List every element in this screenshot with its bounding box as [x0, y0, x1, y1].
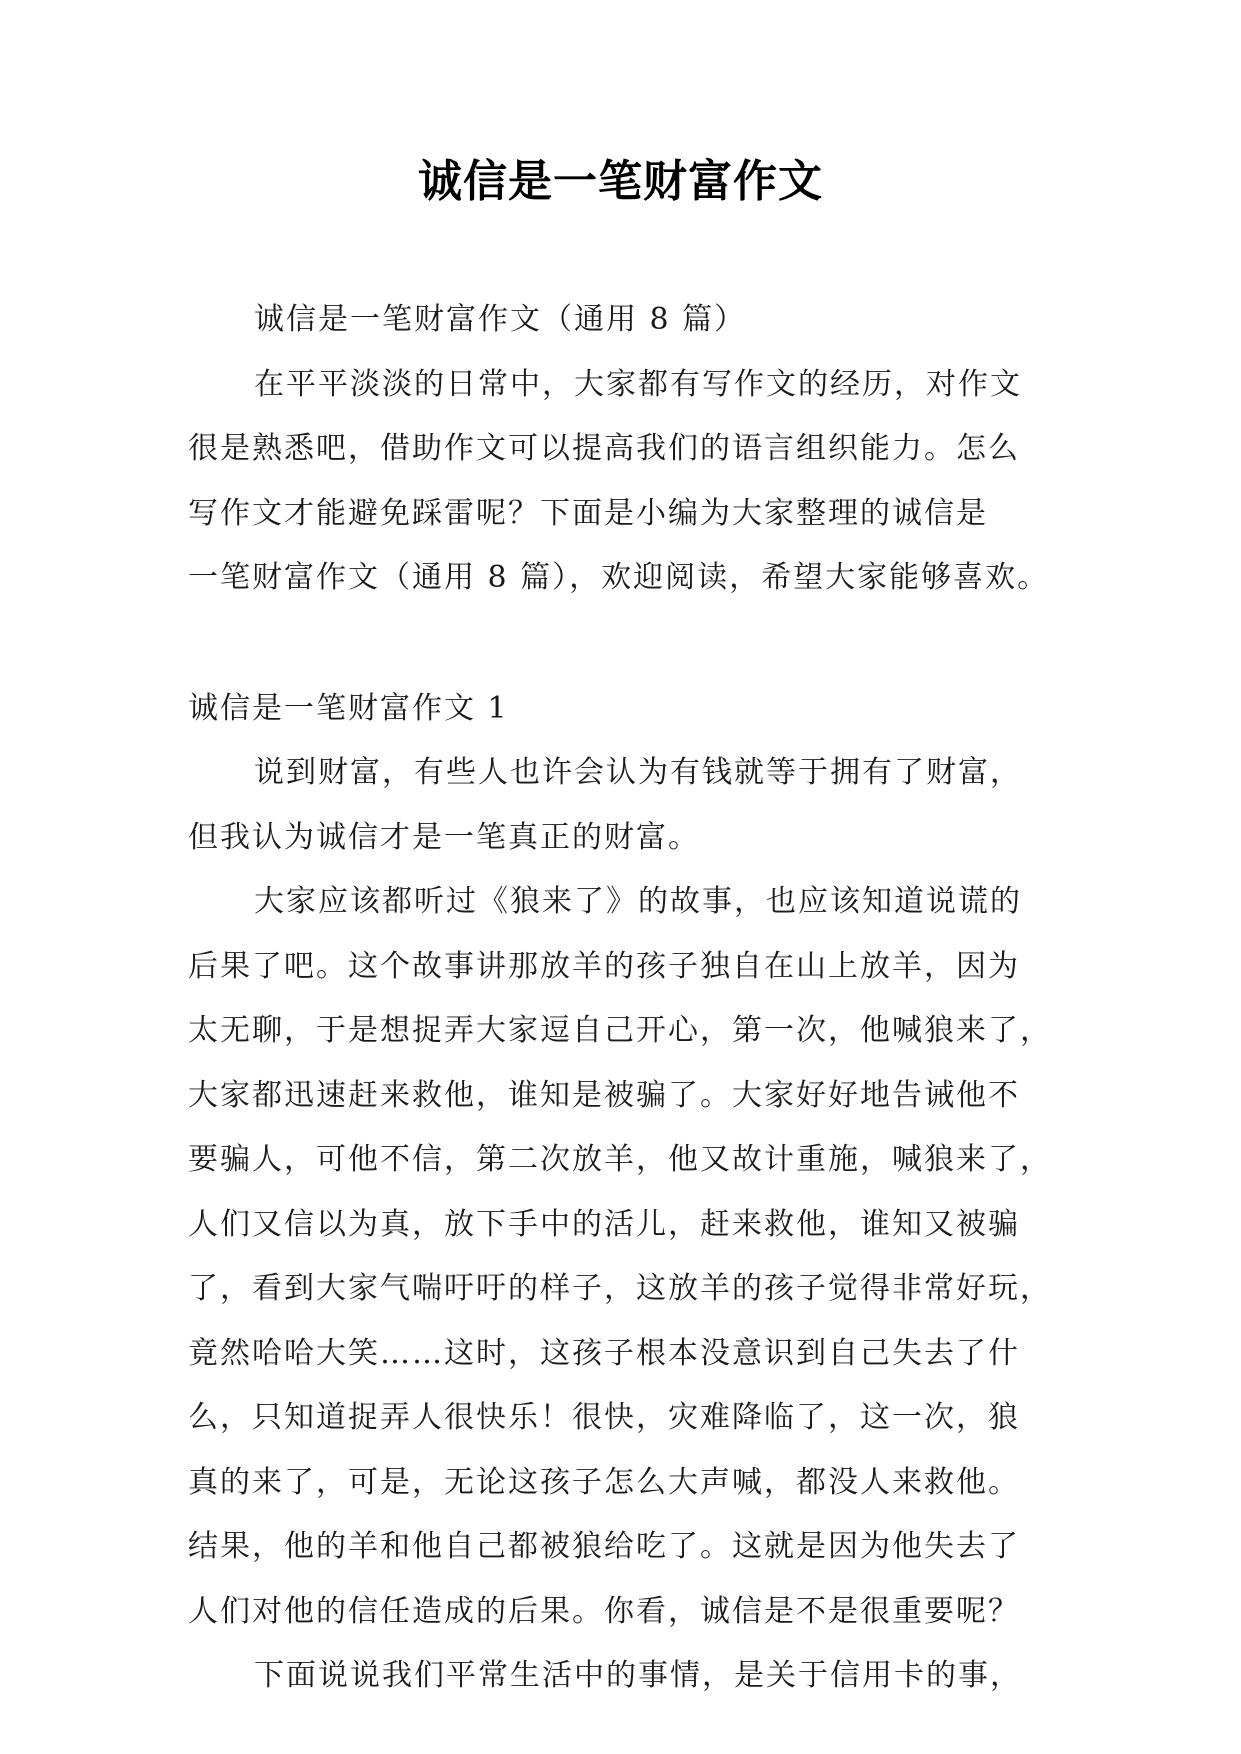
paragraph-line: 下面说说我们平常生活中的事情，是关于信用卡的事， [254, 1658, 1022, 1693]
paragraph-line: 结果，他的羊和他自己都被狼给吃了。这就是因为他失去了 [188, 1529, 1020, 1564]
intro-line: 写作文才能避免踩雷呢？下面是小编为大家整理的诚信是 [188, 495, 988, 531]
paragraph-line: 太无聊，于是想捉弄大家逗自己开心，第一次，他喊狼来了， [188, 1013, 1052, 1048]
paragraph-line: 说到财富，有些人也许会认为有钱就等于拥有了财富， [254, 755, 1022, 790]
intro-line: 一笔财富作文（通用 8 篇），欢迎阅读，希望大家能够喜欢。 [188, 560, 1050, 595]
section-heading: 诚信是一笔财富作文 1 [188, 690, 509, 726]
paragraph-line: 真的来了，可是，无论这孩子怎么大声喊，都没人来救他。 [188, 1464, 1020, 1500]
intro-line: 很是熟悉吧，借助作文可以提高我们的语言组织能力。怎么 [188, 431, 1020, 466]
paragraph-gap [188, 611, 1056, 677]
paragraph-line: 大家都迅速赶来救他，谁知是被骗了。大家好好地告诫他不 [188, 1077, 1020, 1113]
paragraph-line: 但我认为诚信才是一笔真正的财富。 [188, 819, 700, 855]
document-subtitle: 诚信是一笔财富作文（通用 8 篇） [254, 302, 747, 337]
paragraph-line: 后果了吧。这个故事讲那放羊的孩子独自在山上放羊，因为 [188, 948, 1020, 984]
paragraph-line: 要骗人，可他不信，第二次放羊，他又故计重施，喊狼来了， [188, 1142, 1052, 1177]
paragraph-line: 竟然哈哈大笑……这时，这孩子根本没意识到自己失去了什 [188, 1335, 1020, 1371]
document-title: 诚信是一笔财富作文 [418, 156, 823, 207]
paragraph-line: 了，看到大家气喘吁吁的样子，这放羊的孩子觉得非常好玩， [188, 1271, 1052, 1306]
paragraph-line: 人们对他的信任造成的后果。你看，诚信是不是很重要呢？ [188, 1593, 1020, 1629]
paragraph-line: 人们又信以为真，放下手中的活儿，赶来救他，谁知又被骗 [188, 1206, 1020, 1242]
paragraph-line: 么，只知道捉弄人很快乐！很快，灾难降临了，这一次，狼 [188, 1400, 1020, 1435]
paragraph-line: 大家应该都听过《狼来了》的故事，也应该知道说谎的 [254, 884, 1022, 919]
document-body [188, 288, 1056, 1709]
intro-line: 在平平淡淡的日常中，大家都有写作文的经历，对作文 [254, 366, 1022, 402]
